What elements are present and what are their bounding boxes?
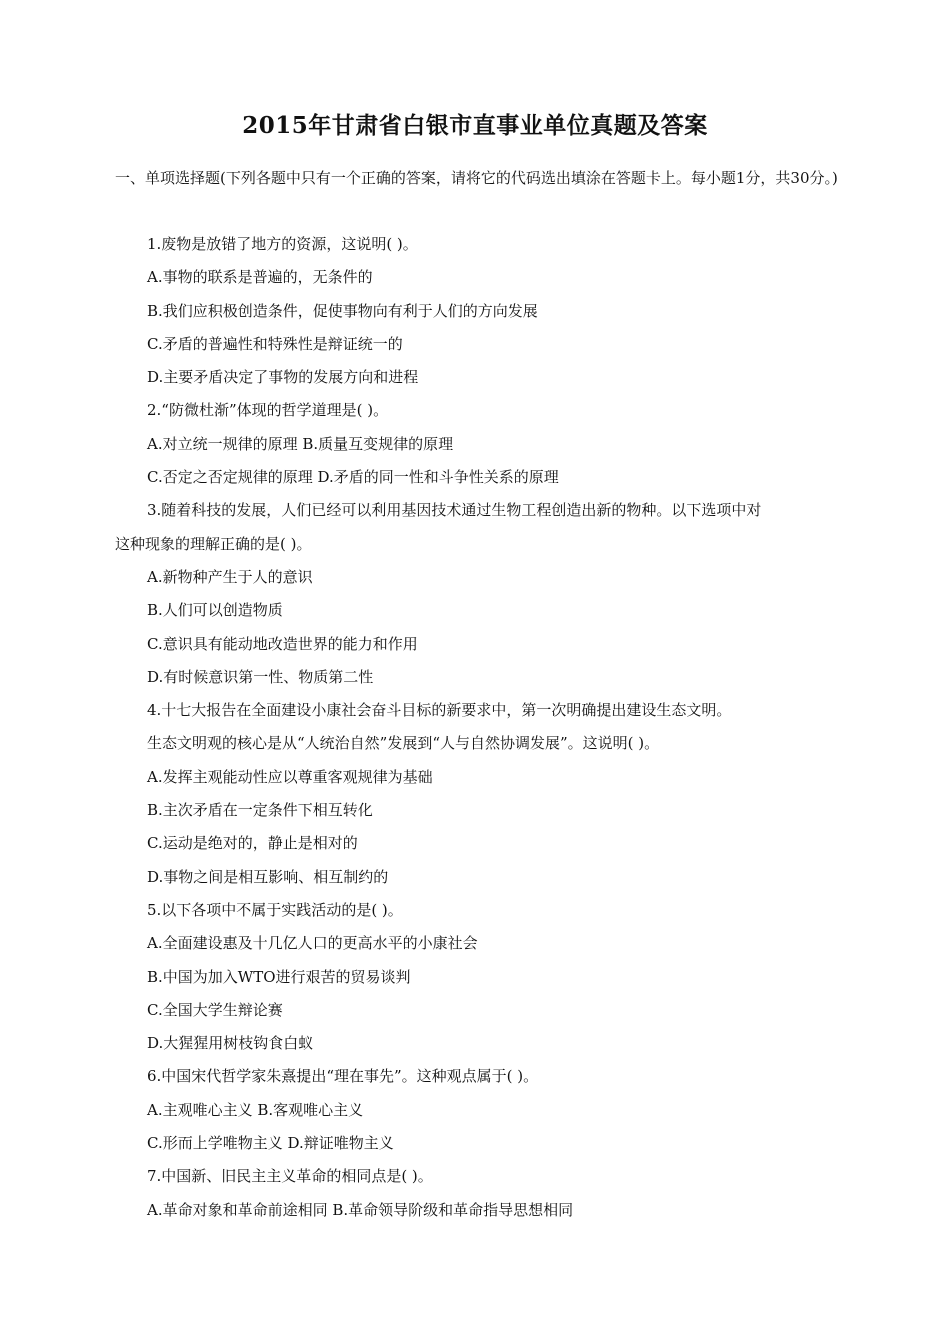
option-line: A.事物的联系是普遍的，无条件的 bbox=[147, 268, 373, 287]
option-line: B.中国为加入WTO进行艰苦的贸易谈判 bbox=[147, 967, 411, 986]
option-line: B.我们应积极创造条件，促使事物向有利于人们的方向发展 bbox=[147, 301, 538, 320]
option-line: D.大猩猩用树枝钩食白蚁 bbox=[147, 1034, 314, 1053]
page-title: 2015年甘肃省白银市直事业单位真题及答案 bbox=[242, 112, 708, 139]
option-line: D.事物之间是相互影响、相互制约的 bbox=[147, 867, 389, 886]
option-line: D.主要矛盾决定了事物的发展方向和进程 bbox=[147, 368, 419, 387]
option-line: B.主次矛盾在一定条件下相互转化 bbox=[147, 801, 373, 820]
option-line: C.运动是绝对的，静止是相对的 bbox=[147, 834, 358, 853]
question-list bbox=[115, 228, 845, 1227]
option-line: A.主观唯心主义 B.客观唯心主义 bbox=[147, 1100, 364, 1119]
option-line: A.革命对象和革命前途相同 B.革命领导阶级和革命指导思想相同 bbox=[147, 1200, 574, 1219]
option-line: A.发挥主观能动性应以尊重客观规律为基础 bbox=[147, 767, 433, 786]
option-line: A.新物种产生于人的意识 bbox=[147, 567, 313, 586]
question-2: 2.“防微杜渐”体现的哲学道理是( )。 bbox=[147, 401, 389, 420]
question-4: 4.十七大报告在全面建设小康社会奋斗目标的新要求中，第一次明确提出建设生态文明。 bbox=[147, 701, 732, 720]
question-7: 7.中国新、旧民主主义革命的相同点是( )。 bbox=[147, 1167, 433, 1186]
option-line: C.形而上学唯物主义 D.辩证唯物主义 bbox=[147, 1134, 394, 1153]
section-heading: 一、单项选择题(下列各题中只有一个正确的答案，请将它的代码选出填涂在答题卡上。每小题1分，共30分。) bbox=[115, 169, 838, 187]
question-3-continuation: 这种现象的理解正确的是( )。 bbox=[115, 534, 312, 553]
question-3: 3.随着科技的发展，人们已经可以利用基因技术通过生物工程创造出新的物种。以下选项中对 bbox=[147, 501, 762, 520]
option-line: D.有时候意识第一性、物质第二性 bbox=[147, 667, 374, 686]
option-line: A.对立统一规律的原理 B.质量互变规律的原理 bbox=[147, 434, 454, 453]
option-line: B.人们可以创造物质 bbox=[147, 601, 283, 620]
option-line: A.全面建设惠及十几亿人口的更高水平的小康社会 bbox=[147, 934, 478, 953]
option-line: C.否定之否定规律的原理 D.矛盾的同一性和斗争性关系的原理 bbox=[147, 468, 559, 487]
option-line: C.意识具有能动地改造世界的能力和作用 bbox=[147, 634, 418, 653]
option-line: C.全国大学生辩论赛 bbox=[147, 1000, 283, 1019]
question-4-continuation: 生态文明观的核心是从“人统治自然”发展到“人与自然协调发展”。这说明( )。 bbox=[147, 734, 660, 753]
question-5: 5.以下各项中不属于实践活动的是( )。 bbox=[147, 900, 403, 919]
question-1: 1.废物是放错了地方的资源，这说明( )。 bbox=[147, 235, 418, 253]
option-line: C.矛盾的普遍性和特殊性是辩证统一的 bbox=[147, 334, 403, 353]
question-6: 6.中国宋代哲学家朱熹提出“理在事先”。这种观点属于( )。 bbox=[147, 1067, 539, 1086]
